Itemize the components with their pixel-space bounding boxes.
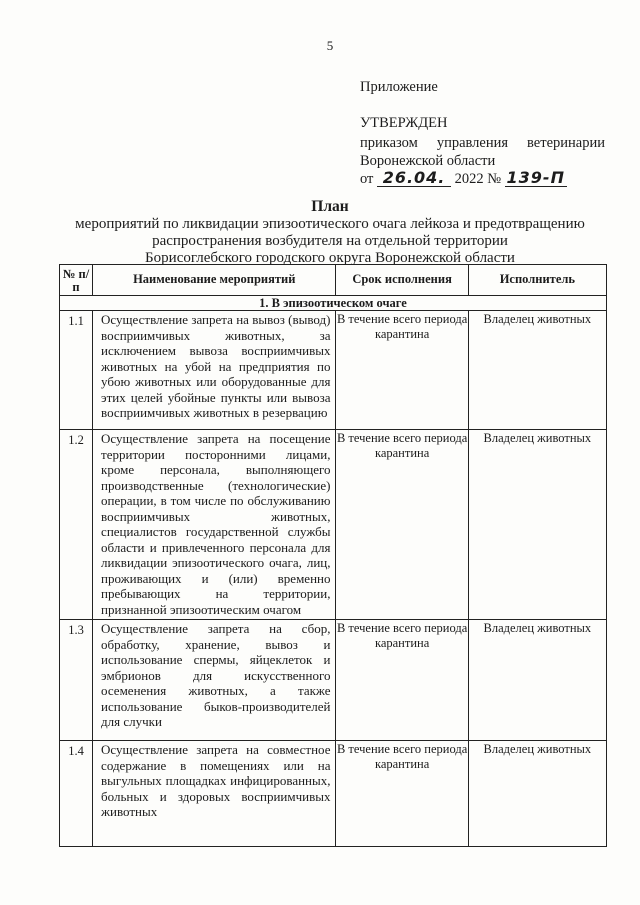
row-measure: Осуществление запрета на вывоз (вывод) восприимчивых животных, за исключением вывоза восприимчивых животных на убой на предприятия по убою животных или оборудованные для этих целей убойные пункты или вывоза восприимчивых животных в резервацию <box>93 311 336 430</box>
handwritten-date: 26.04. <box>377 170 451 187</box>
row-term: В течение всего периода карантина <box>336 311 468 430</box>
row-executor: Владелец животных <box>468 430 606 620</box>
row-number: 1.1 <box>60 311 93 430</box>
table-row <box>60 430 607 620</box>
header-num: № п/п <box>60 265 93 296</box>
date-prefix: от <box>360 171 374 187</box>
table-row <box>60 311 607 430</box>
row-executor: Владелец животных <box>468 741 606 847</box>
measures-table <box>59 264 607 847</box>
section-title: 1. В эпизоотическом очаге <box>60 296 607 311</box>
document-heading <box>40 198 620 267</box>
header-term: Срок исполнения <box>336 265 468 296</box>
heading-line-1: мероприятий по ликвидации эпизоотического очага лейкоза и предотвращению <box>75 216 585 232</box>
year-label: 2022 № <box>454 171 502 187</box>
row-executor: Владелец животных <box>468 620 606 741</box>
approval-order-line: приказом управления ветеринарии <box>360 135 605 151</box>
table-header-row <box>60 265 607 296</box>
row-measure: Осуществление запрета на сбор, обработку, хранение, вывоз и использование спермы, яйцеклеток и эмбрионов для искусственного осеменения животных, а также использование быков-производителей для случки <box>93 620 336 741</box>
row-term: В течение всего периода карантина <box>336 430 468 620</box>
heading-line-2: распространения возбудителя на отдельной территории <box>152 233 508 249</box>
row-term: В течение всего периода карантина <box>336 620 468 741</box>
table-row <box>60 620 607 741</box>
heading-line-3: Борисоглебского городского округа Воронежской области <box>145 250 515 266</box>
header-executor: Исполнитель <box>468 265 606 296</box>
row-number: 1.4 <box>60 741 93 847</box>
plan-title: План <box>311 198 349 215</box>
row-number: 1.3 <box>60 620 93 741</box>
approval-date-row <box>360 170 605 188</box>
row-term: В течение всего периода карантина <box>336 741 468 847</box>
approval-block <box>360 78 605 188</box>
row-executor: Владелец животных <box>468 311 606 430</box>
header-name: Наименование мероприятий <box>93 265 336 296</box>
row-measure: Осуществление запрета на посещение территории посторонними лицами, кроме персонала, выполняющего производственные (технологические) операции, в том числе по обслуживанию восприимчивых животных, специалистов государственной службы области и привлеченного персонала для ликвидации эпизоотического очага, лиц, проживающих и (или) временно пребывающих на территории, признанной эпизоотическим очагом <box>93 430 336 620</box>
approval-region-line: Воронежской области <box>360 153 496 169</box>
appendix-label: Приложение <box>360 79 438 95</box>
approved-label: УТВЕРЖДЕН <box>360 115 448 131</box>
page-number: 5 <box>326 38 334 53</box>
handwritten-order-number: 139-П <box>506 168 565 187</box>
table-row <box>60 741 607 847</box>
section-row <box>60 296 607 311</box>
row-number: 1.2 <box>60 430 93 620</box>
row-measure: Осуществление запрета на совместное содержание в помещениях или на выгульных площадках инфицированных, больных и здоровых восприимчивых животных <box>93 741 336 847</box>
